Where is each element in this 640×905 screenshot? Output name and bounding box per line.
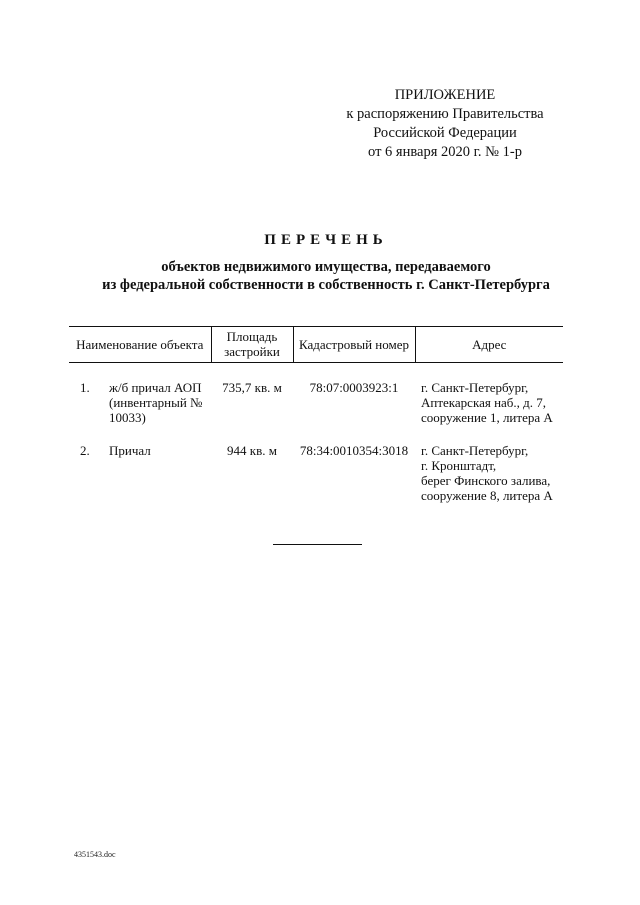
header-area: Площадь застройки [211,327,293,363]
address-line: сооружение 8, литера А [421,488,553,503]
address-line: г. Санкт-Петербург, [421,380,529,395]
appendix-title: ПРИЛОЖЕНИЕ [394,87,496,103]
document-file-reference: 4351543.doc [74,850,116,859]
appendix-date: от 6 января 2020 г. № 1-р [368,144,522,160]
subtitle-line: из федеральной собственности в собственность г. Санкт-Петербурга [102,277,550,293]
subtitle-line: объектов недвижимого имущества, передаваемого [161,259,491,275]
address-line: г. Кронштадт, [421,458,497,473]
appendix-line: к распоряжению Правительства [346,106,544,122]
appendix-block [310,86,580,162]
table-row [69,443,563,503]
objects-table [69,326,563,503]
cadastral-number: 78:34:0010354:3018 [299,443,409,458]
address-line: Аптекарская наб., д. 7, [421,395,547,410]
end-separator-line [273,544,362,545]
object-name: Причал [109,443,151,458]
object-area: 735,7 кв. м [222,380,282,395]
table-row [69,380,563,425]
header-name: Наименование объекта [69,327,211,363]
object-name: ж/б причал АОП (инвентарный № 10033) [109,380,203,425]
object-area: 944 кв. м [227,443,277,458]
table-header-row [69,327,563,363]
header-address: Адрес [415,327,563,363]
document-subtitle [0,258,640,294]
object-address [415,380,563,425]
header-cadastral: Кадастровый номер [293,327,415,363]
row-number: 1. [80,380,90,395]
appendix-line: Российской Федерации [373,125,517,141]
cadastral-number: 78:07:0003923:1 [309,380,399,395]
row-number: 2. [80,443,90,458]
address-line: сооружение 1, литера А [421,410,553,425]
document-title: ПЕРЕЧЕНЬ [264,232,388,248]
address-line: г. Санкт-Петербург, [421,443,529,458]
address-line: берег Финского залива, [421,473,551,488]
object-address [415,443,563,503]
